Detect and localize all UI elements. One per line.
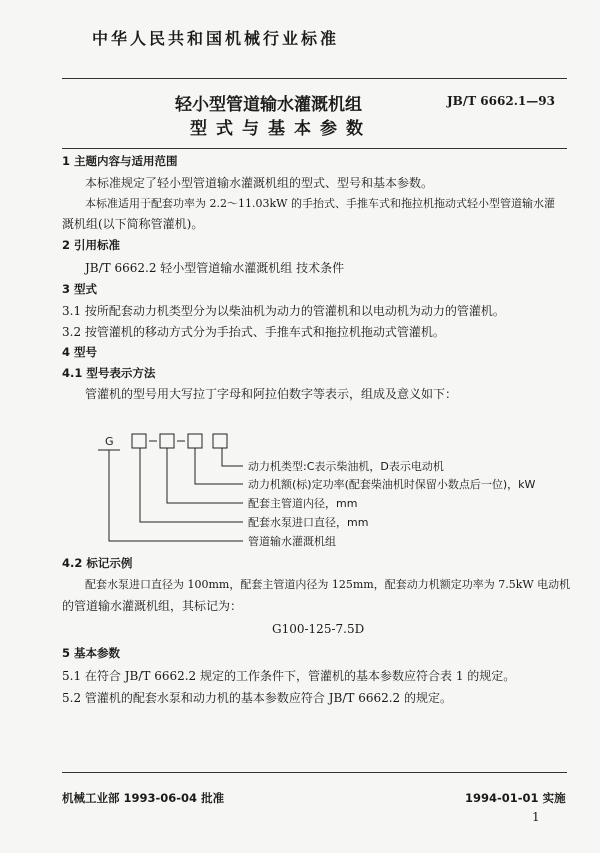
label-type: 动力机类型:C表示柴油机，D表示电动机 bbox=[248, 460, 444, 473]
label-pump: 配套水泵进口直径，mm bbox=[248, 516, 369, 529]
s4-sub1: 4.1 型号表示方法 bbox=[62, 366, 156, 380]
section-3-heading: 3 型式 bbox=[62, 282, 98, 296]
section-5-heading: 5 基本参数 bbox=[62, 646, 121, 660]
s1-p2b: 溉机组(以下简称管灌机)。 bbox=[62, 217, 204, 231]
code-box-type bbox=[213, 434, 227, 448]
diagram-prefix: G bbox=[105, 435, 114, 448]
s1-p1: 本标准规定了轻小型管道输水灌溉机组的型式、型号和基本参数。 bbox=[85, 176, 434, 190]
marking-example: G100-125-7.5D bbox=[272, 622, 365, 636]
title-line1: 轻小型管道输水灌溉机组 bbox=[175, 95, 362, 115]
implementation-date: 1994-01-01 实施 bbox=[465, 791, 566, 805]
footer-rule bbox=[62, 772, 567, 773]
s3-item2: 3.2 按管灌机的移动方式分为手抬式、手推车式和拖拉机拖动式管灌机。 bbox=[62, 325, 445, 339]
s4-sub2: 4.2 标记示例 bbox=[62, 556, 133, 570]
issuing-org: 中华人民共和国机械行业标准 bbox=[92, 29, 340, 48]
s2-ref: JB/T 6662.2 轻小型管道输水灌溉机组 技术条件 bbox=[85, 261, 345, 275]
section-2-heading: 2 引用标准 bbox=[62, 238, 121, 252]
section-4-heading: 4 型号 bbox=[62, 345, 98, 359]
s3-item1: 3.1 按所配套动力机类型分为以柴油机为动力的管灌机和以电动机为动力的管灌机。 bbox=[62, 304, 505, 318]
s1-p2: 本标准适用于配套功率为 2.2～11.03kW 的手抬式、手推车式和拖拉机拖动式轻小型管道输水灌 bbox=[85, 197, 555, 210]
standard-code: JB/T 6662.1—93 bbox=[447, 94, 555, 108]
s4-p2: 配套水泵进口直径为 100mm，配套主管道内径为 125mm，配套动力机额定功率为 7.5kW 电动机 bbox=[85, 578, 571, 591]
code-box-pump bbox=[132, 434, 146, 448]
page-number: 1 bbox=[532, 810, 540, 824]
label-power: 动力机额(标)定功率(配套柴油机时保留小数点后一位)，kW bbox=[248, 478, 536, 491]
approval-date: 机械工业部 1993-06-04 批准 bbox=[62, 791, 225, 805]
section-1-heading: 1 主题内容与适用范围 bbox=[62, 154, 178, 168]
code-box-power bbox=[188, 434, 202, 448]
title-line2: 型式与基本参数 bbox=[190, 119, 372, 139]
label-unit: 管道输水灌溉机组 bbox=[248, 535, 336, 548]
code-box-pipe bbox=[160, 434, 174, 448]
s4-p2b: 的管道输水灌溉机组，其标记为： bbox=[62, 599, 243, 613]
title-rule bbox=[62, 148, 567, 149]
s5-item2: 5.2 管灌机的配套水泵和动力机的基本参数应符合 JB/T 6662.2 的规定。 bbox=[62, 691, 453, 705]
s4-p1: 管灌机的型号用大写拉丁字母和阿拉伯数字等表示，组成及意义如下： bbox=[85, 387, 458, 401]
label-pipe: 配套主管道内径，mm bbox=[248, 497, 358, 510]
header-rule bbox=[62, 78, 567, 79]
s5-item1: 5.1 在符合 JB/T 6662.2 规定的工作条件下，管灌机的基本参数应符合表 1 的规定。 bbox=[62, 669, 516, 683]
model-code-diagram bbox=[60, 430, 560, 550]
